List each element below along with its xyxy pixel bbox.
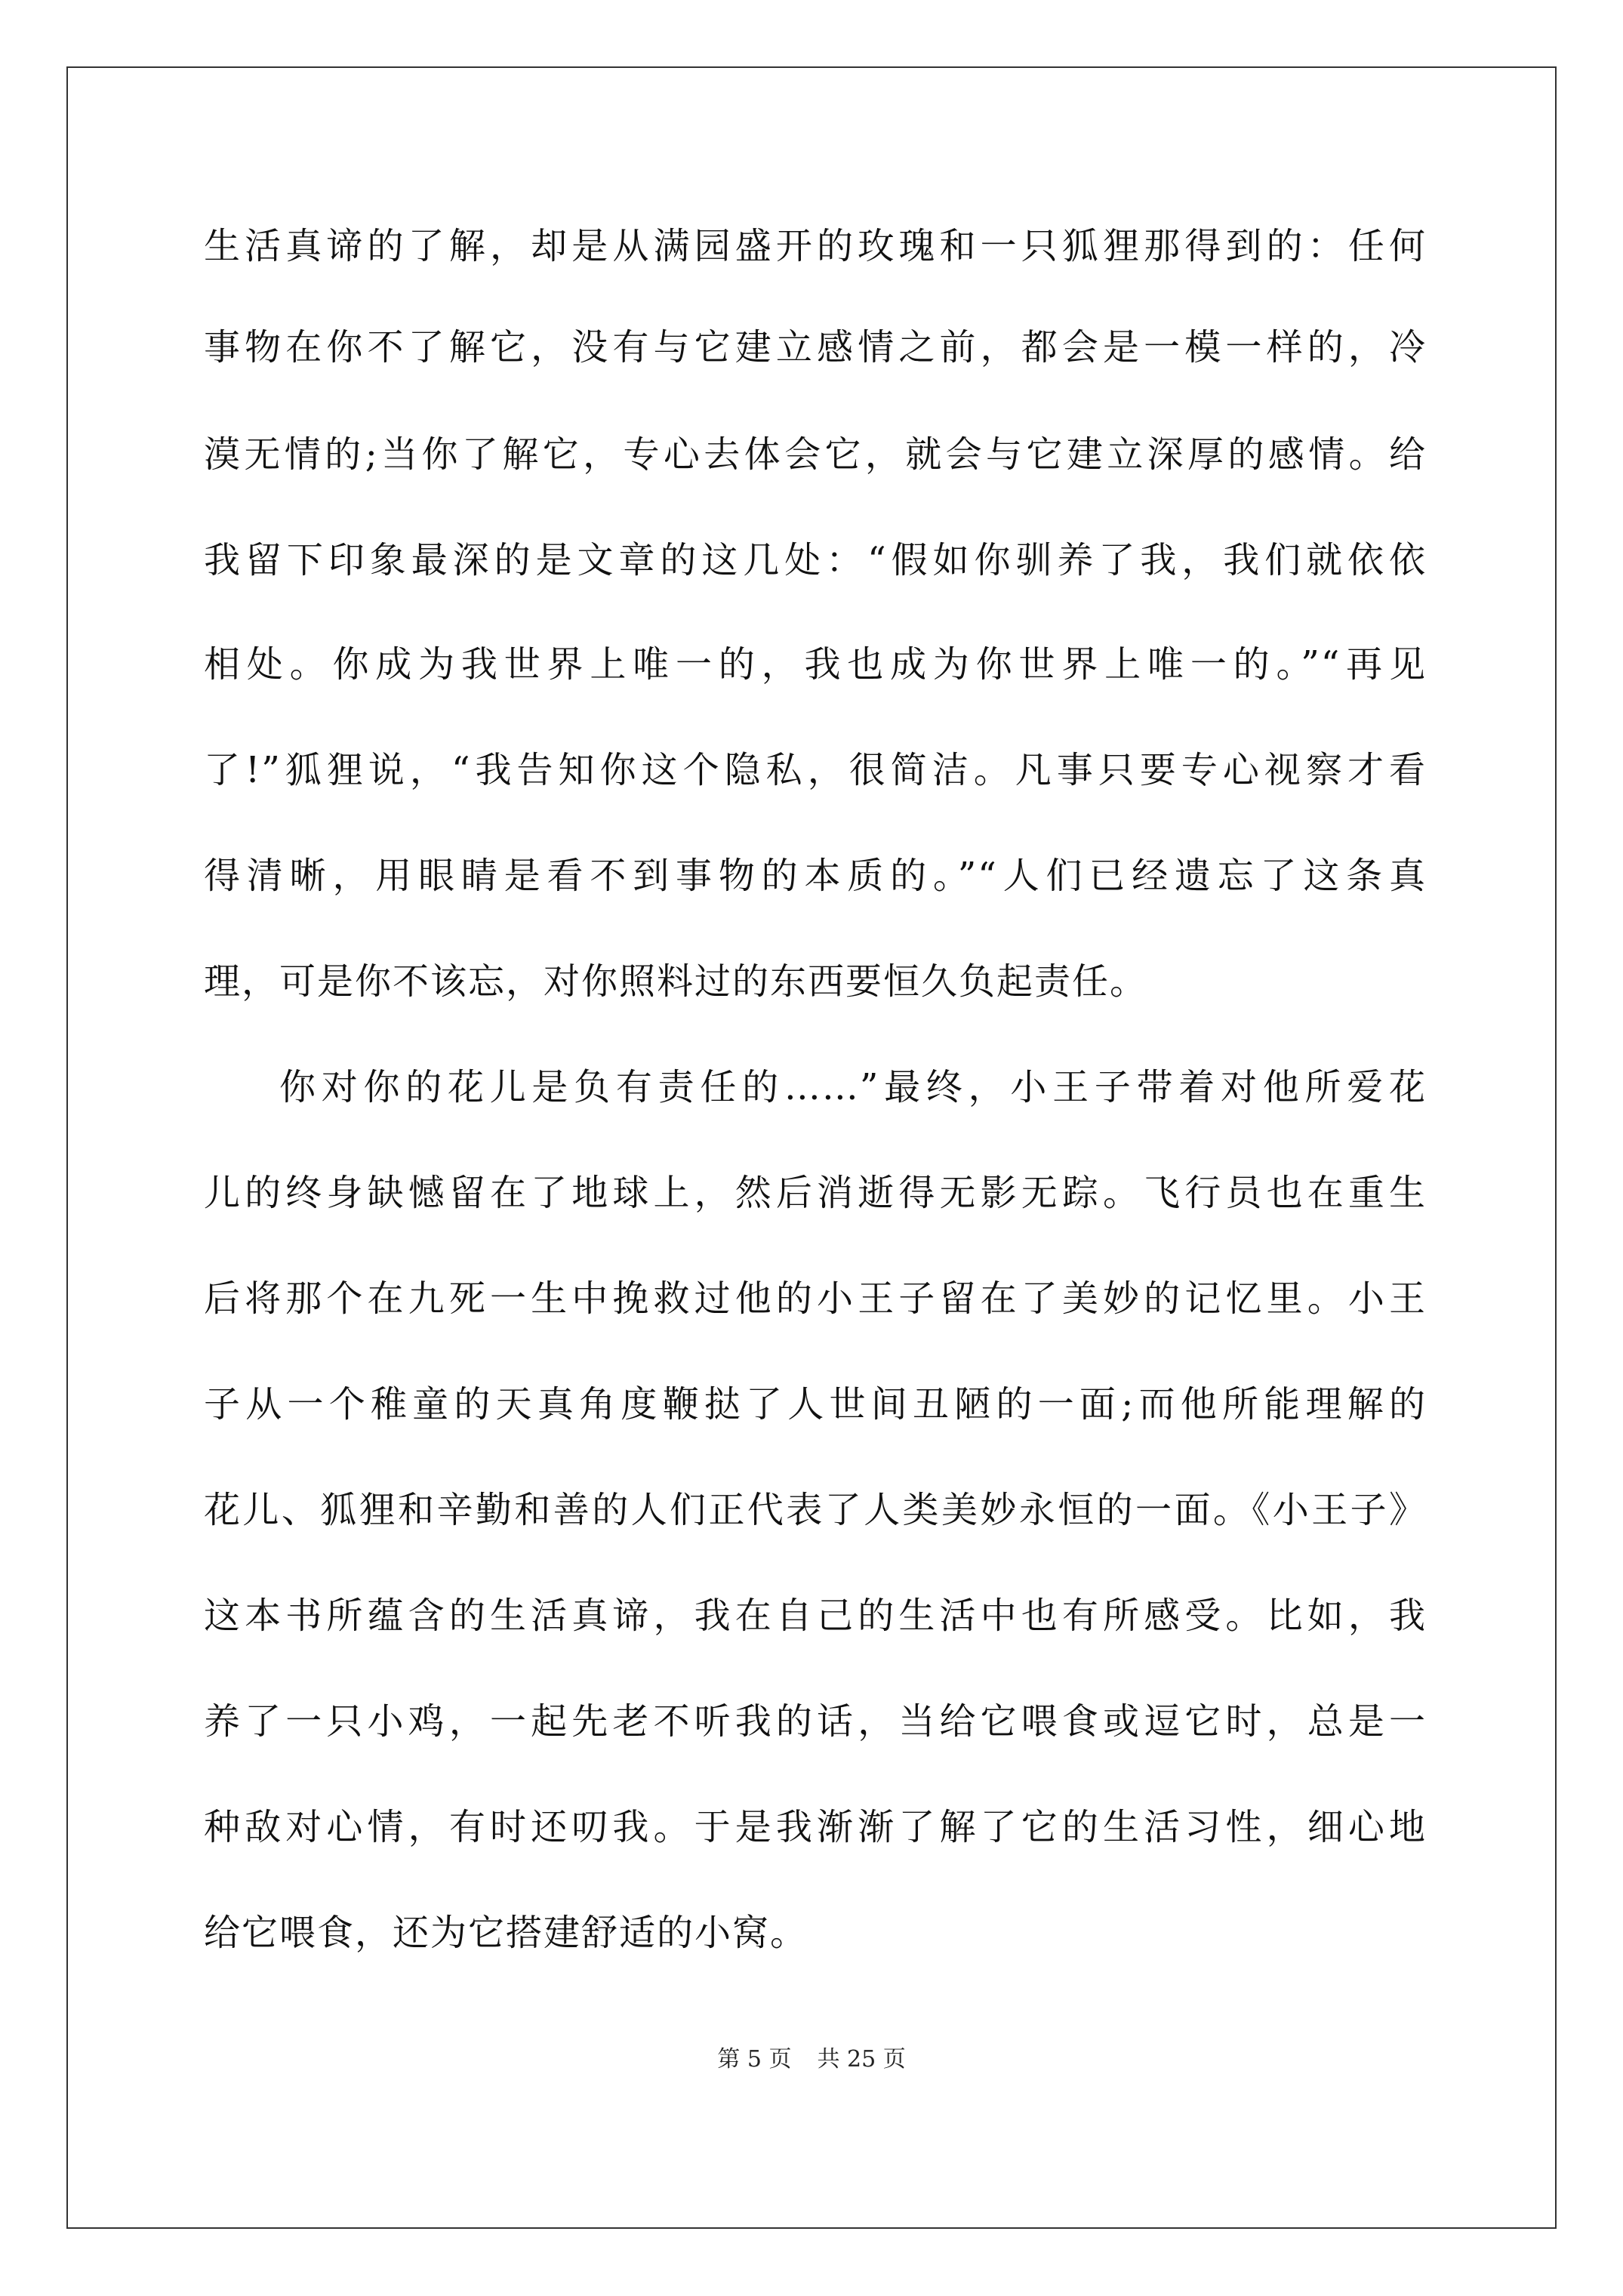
text-line: 生活真谛的了解，却是从满园盛开的玫瑰和一只狐狸那得到的：任何 bbox=[204, 225, 1427, 267]
text-line: 得清晰，用眼睛是看不到事物的本质的。”“人们已经遗忘了这条真 bbox=[204, 855, 1427, 897]
text-line-paragraph-start: 你对你的花儿是负有责任的……”最终，小王子带着对他所爱花 bbox=[279, 1066, 1427, 1108]
text-line: 养了一只小鸡，一起先老不听我的话，当给它喂食或逗它时，总是一 bbox=[204, 1700, 1427, 1743]
text-line: 后将那个在九死一生中挽救过他的小王子留在了美妙的记忆里。小王 bbox=[204, 1277, 1427, 1320]
page-border bbox=[66, 66, 1557, 2229]
page-total: 共 25 页 bbox=[817, 2046, 906, 2073]
text-line: 我留下印象最深的是文章的这几处：“假如你驯养了我，我们就依依 bbox=[204, 539, 1427, 581]
page-footer bbox=[0, 2045, 1623, 2075]
text-line: 这本书所蕴含的生活真谛，我在自己的生活中也有所感受。比如，我 bbox=[204, 1595, 1427, 1637]
text-line: 了!”狐狸说，“我告知你这个隐私，很简洁。凡事只要专心视察才看 bbox=[204, 749, 1427, 791]
text-line: 子从一个稚童的天真角度鞭挞了人世间丑陋的一面;而他所能理解的 bbox=[204, 1383, 1427, 1425]
page-number: 第 5 页 bbox=[717, 2046, 792, 2073]
text-line: 儿的终身缺憾留在了地球上，然后消逝得无影无踪。飞行员也在重生 bbox=[204, 1172, 1427, 1214]
text-line: 事物在你不了解它，没有与它建立感情之前，都会是一模一样的，冷 bbox=[204, 326, 1427, 368]
text-line: 给它喂食，还为它搭建舒适的小窝。 bbox=[204, 1912, 808, 1954]
text-line: 漠无情的;当你了解它，专心去体会它，就会与它建立深厚的感情。给 bbox=[204, 433, 1427, 476]
text-line: 种敌对心情，有时还叨我。于是我渐渐了解了它的生活习性，细心地 bbox=[204, 1806, 1427, 1848]
text-line: 理，可是你不该忘，对你照料过的东西要恒久负起责任。 bbox=[204, 960, 1148, 1003]
text-line: 花儿、狐狸和辛勤和善的人们正代表了人类美妙永恒的一面。《小王子》 bbox=[204, 1489, 1427, 1531]
text-line: 相处。你成为我世界上唯一的，我也成为你世界上唯一的。”“再见 bbox=[204, 643, 1427, 686]
